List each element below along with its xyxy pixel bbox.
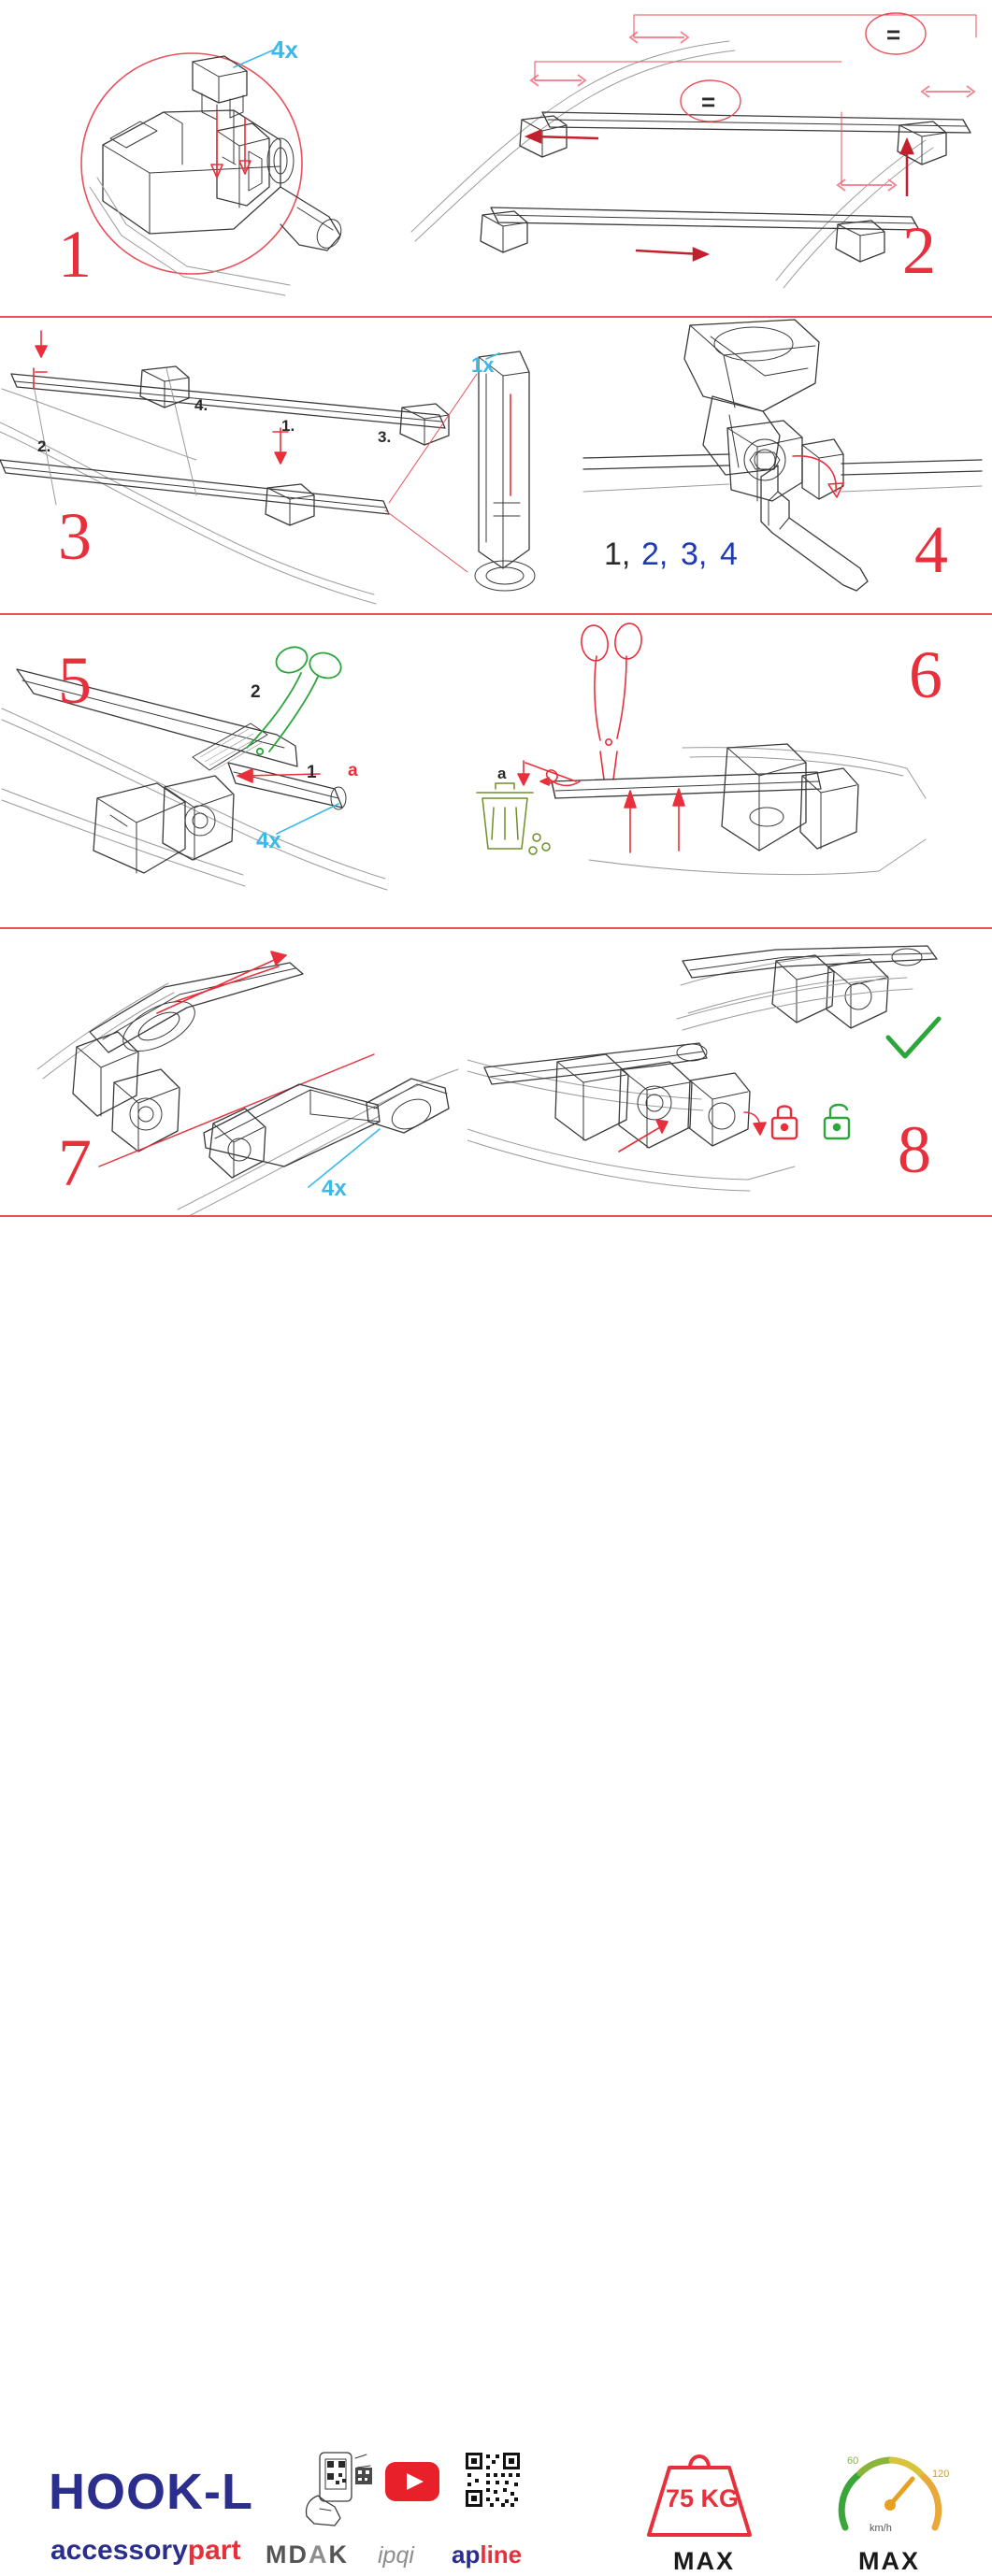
part-text: part bbox=[187, 2535, 241, 2566]
product-brand-title: HOOK-L bbox=[49, 2464, 253, 2520]
step-3-panel bbox=[0, 318, 570, 613]
qr-phone-scan-icon bbox=[297, 2451, 378, 2529]
qr-code-icon[interactable] bbox=[464, 2451, 522, 2509]
speed-unit-label: km/h bbox=[870, 2523, 892, 2534]
mdak-logo: MDAK bbox=[266, 2540, 349, 2569]
step-7-quantity-label: 4x bbox=[322, 1176, 347, 1201]
step-4-order-label-3: 3, bbox=[681, 537, 708, 572]
step-5-marker-a: a bbox=[348, 761, 358, 780]
step-3-order-label-2: 2. bbox=[37, 437, 51, 455]
youtube-icon[interactable] bbox=[385, 2462, 439, 2501]
step-2-equal-label-1: = bbox=[886, 21, 901, 49]
step-1-number: 1 bbox=[58, 217, 90, 292]
max-speed-caption: MAX bbox=[858, 2547, 920, 2575]
step-2-equal-label-2: = bbox=[701, 88, 716, 116]
speed-tick-max: 120 bbox=[932, 2469, 950, 2480]
step-8-panel bbox=[467, 929, 992, 1215]
step-6-panel bbox=[439, 615, 992, 927]
step-4-number: 4 bbox=[914, 512, 946, 587]
ipqi-logo: ipqi bbox=[378, 2542, 414, 2569]
step-6-marker-a: a bbox=[497, 765, 507, 782]
step-1-quantity-label: 4x bbox=[271, 36, 298, 64]
apline-logo bbox=[452, 2540, 522, 2569]
step-5-order-label-1: 1 bbox=[307, 763, 317, 782]
step-2-panel bbox=[402, 0, 992, 316]
step-2-number: 2 bbox=[902, 213, 934, 288]
step-5-number: 5 bbox=[58, 643, 90, 718]
step-6-number: 6 bbox=[909, 637, 941, 712]
step-3-number: 3 bbox=[58, 499, 90, 574]
step-1-panel bbox=[0, 0, 402, 316]
step-8-number: 8 bbox=[898, 1112, 929, 1187]
footer bbox=[0, 1215, 992, 2575]
step-3-order-label-1: 1. bbox=[281, 417, 295, 435]
step-7-number: 7 bbox=[58, 1125, 90, 1200]
step-4-order-label-4: 4 bbox=[720, 537, 738, 572]
apline-line: line bbox=[480, 2540, 523, 2569]
step-4-order-label-2: 2, bbox=[641, 537, 669, 572]
step-5-quantity-label: 4x bbox=[256, 828, 281, 853]
step-4-panel bbox=[570, 318, 992, 613]
step-3-order-label-4: 4. bbox=[194, 396, 208, 414]
accessorypart-logo bbox=[50, 2535, 240, 2567]
speed-tick-min: 60 bbox=[847, 2455, 859, 2467]
step-4-order-label-1: 1, bbox=[604, 537, 631, 572]
step-3-order-label-3: 3. bbox=[378, 428, 392, 446]
apline-ap: ap bbox=[452, 2540, 481, 2569]
max-weight-caption: MAX bbox=[673, 2547, 735, 2575]
accessory-text: accessory bbox=[50, 2535, 188, 2566]
step-5-order-label-2: 2 bbox=[251, 682, 261, 702]
step-3-quantity-label: 1x bbox=[471, 353, 495, 377]
step-7-panel bbox=[0, 929, 467, 1215]
max-weight-value: 75 KG bbox=[666, 2484, 740, 2512]
